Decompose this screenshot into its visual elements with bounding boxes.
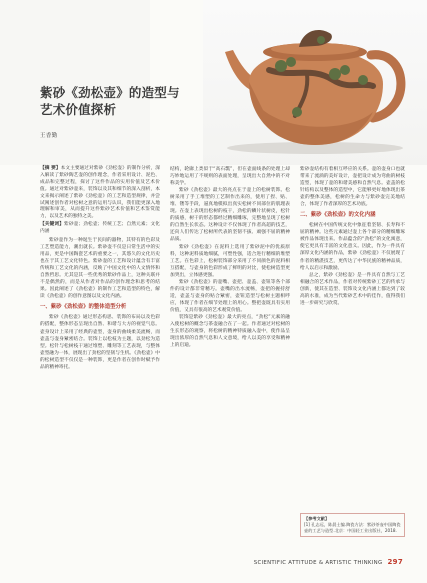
teapot-illustration [203, 0, 427, 165]
references-heading: 【参考文献】 [304, 516, 330, 521]
column-middle [170, 166, 290, 349]
page-footer [254, 558, 403, 566]
abstract-summary [40, 166, 160, 221]
abstract-block [40, 166, 160, 237]
paragraph: 紫砂壶结构有着相互呼应的关系。壶的壶身口也就带来了流淌的美好设计，壶把设计成为弯曲的树枝造型，体现了壶的和谐美感和自然气息。壶盖的松针结构以及整体的造型中，它能够更好地体现出茶壶的整体美感，松树的生命力与紫砂壶完美地结合，体现了作者深厚的艺术功底。 [300, 167, 405, 208]
article-title: 紫砂《劲松壶》的造型与艺术价值探析 [40, 85, 180, 117]
page-number: 297 [387, 558, 403, 566]
abstract-text: 本文主要通过对紫砂《劲松壶》的制作分析，深入解读了紫砂陶艺壶的创作理念，作者采用设计、泥色、成品和完整过程，探讨了这件作品的实用价值及艺术价值。通过对紫砂壶来，装饰以及其和细节的深入剖析，本文来揭示阐述了紫砂《劲松壶》的工艺和造型规律，并尝试阐述创作者对松树之意的运用与认识，我们能更深入地理解和审美，从而提升这件紫砂艺术价值和艺术鉴赏能力，以及艺术的独特之美。 [40, 166, 160, 220]
paragraph: 紫砂《劲松壶》的壶嘴、壶把、壶盖、壶钮等各个部件的设计都非常精巧。壶嘴的出水流畅，壶把的握持舒适，壶盖与壶身的贴合紧密，壶钮造型与松树主题相呼应，体现了作者在细节处理上的用心。整把壶既具有实用价值，又具有很高的艺术观赏价值。 [170, 279, 290, 313]
references-box [300, 513, 405, 537]
abstract-label: 【摘 要】 [40, 166, 61, 171]
paragraph: 装饰是紫砂《劲松壶》最大的亮点，“劲松”元素的融入使松树的概念与茶壶融合在了一起。作者通过对松树的生长形态的观察，将松树的精神特质融入壶中，使作品呈现出浓厚的自然气息和人文意境，给人以美的享受和精神上的启迪。 [170, 314, 290, 349]
paragraph: 结构，轮廓上类似于“高石瓢”，但在壶面线条的处理上却巧妙地运用了不规则的表面处理，呈现出大自然中的不对称美学。 [170, 167, 290, 187]
keywords-text: 紫砂壶；劲松壶；传统工艺；自然元素；文化内涵 [40, 222, 160, 235]
reference-item: [1] 孔志远，陈晨士编.陶瓷方法：紫砂茶壶中国陶瓷壶的工艺与造型.北京：中国轻工业出版社，2018. [304, 522, 401, 533]
paragraph: 紫砂《劲松壶》通过形态构思、装饰的布局以及色彩的搭配，整体形态呈现出自然、和谐与大方的视觉气息。壶身设计上采用了经典的壶型，壶身的曲线柔美流畅，而壶盖与壶身紧密结合。装饰上以松枝为主题，以劲松为造型。松针与松树枝干通过堆塑、雕刻等工艺表现，与整体壶型融为一体，展现出了劲松的坚韧与生机。《劲松壶》中的松树造型不仅仅是一种装饰，更是作者在创作时赋予作品的精神寄托。 [40, 315, 160, 370]
section-heading-1: 一、紫砂《劲松壶》的整体造型分析 [40, 304, 127, 311]
keywords-label: 【关键词】 [40, 222, 65, 228]
journal-name: SCIENTIFIC ATTITUDE & ARTISTIC THINKING [253, 560, 383, 566]
author-name: 王香勤 [40, 133, 58, 139]
paragraph: 紫砂《劲松壶》在泥料上选用了紫砂泥中的优质原料，这种泥料质地细腻，可塑性强，适合进行精细的堆塑工艺。在色彩上，松树装饰部分采用了不同颜色的泥料相互搭配，与壶身的色彩形成了鲜明的对比，使松树造型更加突出，立体感更强。 [170, 244, 290, 278]
paragraph: 总之，紫砂《劲松壶》是一件具有自然与工艺相融合的艺术作品，作者对传统紫砂工艺的传承与创新，使其在造型、装饰及文化内涵上都达到了较高的水准，成为当代紫砂艺术中的佳作，值得我们进一步研究与欣赏。 [300, 272, 405, 306]
paragraph: 松树在中国传统文化中象征着坚韧、长寿和不屈的精神。这些元素通过壶上各个部分的精细雕琢被作品体现出来。作品蕴含的“劲松”的文化寓意，使它更具有丰富的文化意义。因此，作为一件具有深厚文化内涵的作品，紫砂《劲松壶》不仅展现了作者的精湛技艺，更传达了中华民族的精神品质，给人以启示和激励。 [300, 223, 405, 271]
column-left [40, 237, 160, 371]
column-right [300, 166, 405, 307]
section-heading-2: 二、紫砂《劲松壶》的文化内涵 [300, 212, 376, 219]
teapot-photo [203, 0, 427, 165]
keywords [40, 222, 160, 236]
intro-paragraph: 紫砂壶作为一种诞生于民间的器物，其特有的色彩及工艺塑造能力，潮出就长。紫砂壶不仅是日常生活中的实用品，更是中国陶瓷艺术的重要之一，其悠久的文化历史也在于其工艺文化特色。紫砂壶的工艺和设计蕴含有丰富传统和工艺文化的内涵，反映了中国文化中的人文情怀和自然哲思。尤其是其一些优秀的紫砂作品上，这种关联并不是偶然的，而是从作者对作品的创作理念和思考的结果。因此阐述了《劲松壶》的制作工艺和造型的特色，解读《劲松壶》的创作意图以及文化内涵。 [40, 238, 160, 300]
header-background [0, 0, 150, 165]
paragraph: 紫砂《劲松壶》最大的亮点在于壶上的松树装饰。松树采用了手工堆塑的工艺制作出来的，使用了捏、贴、堆、镂等手段，逼真地模拟出真实松树不同部位的肌理表现。在壶上表现出松树的枝干，劲松的鳞片状树皮，松针的质感，树干的形态都经过精细雕琢，完整地呈现了松树的自然生长状态。这种设计不仅体现了作者高超的技艺，还向人们传达了松树所代表的坚韧不拔、顽强不屈的精神品质。 [170, 188, 290, 243]
